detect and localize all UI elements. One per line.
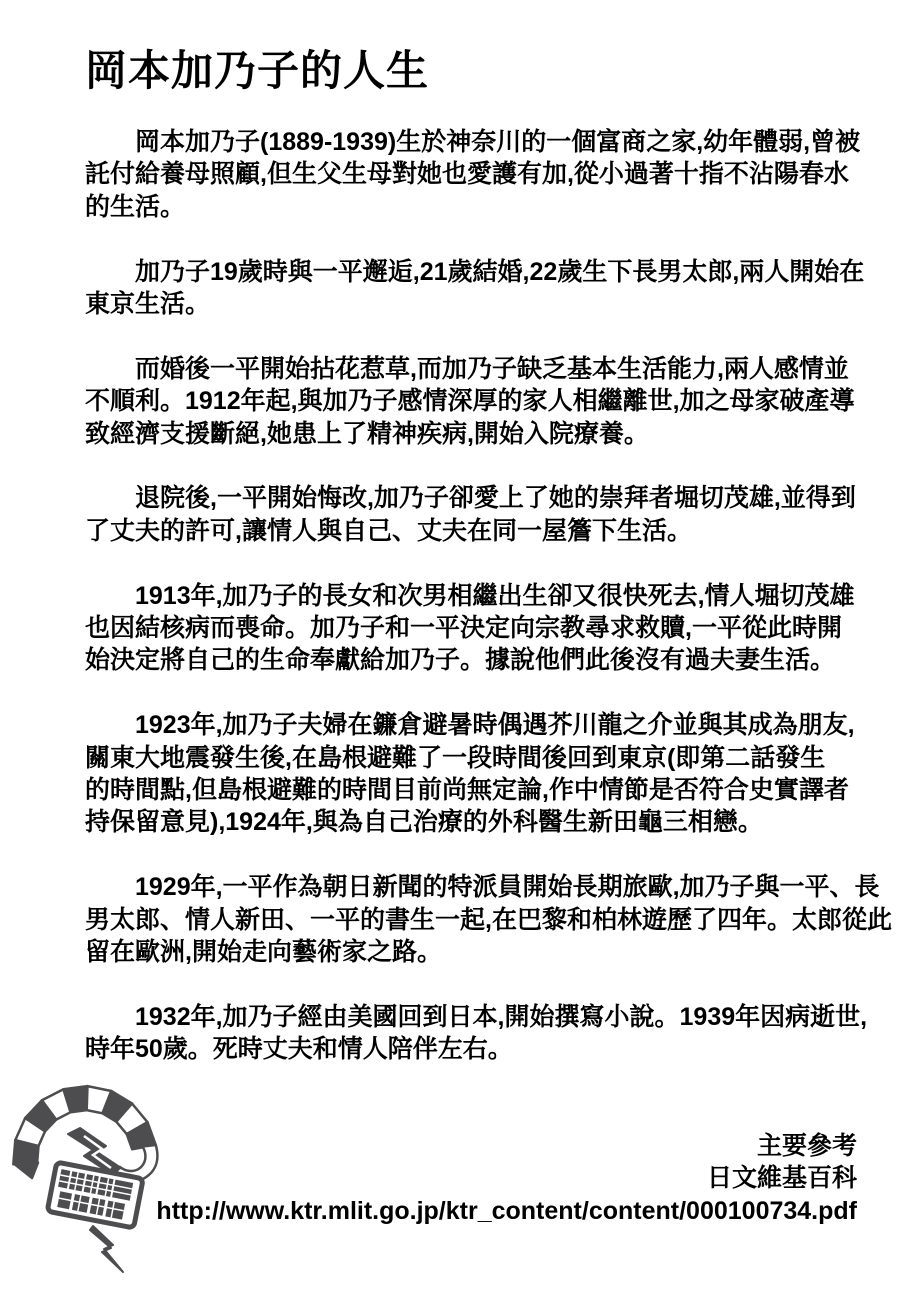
text-line: 加乃子19歲時與一平邂逅,21歲結婚,22歲生下長男太郎,兩人開始在 bbox=[135, 257, 865, 286]
text-line: 關東大地震發生後,在島根避難了一段時間後回到東京(即第二話發生 bbox=[85, 743, 826, 772]
text-line: 1932年,加乃子經由美國回到日本,開始撰寫小說。1939年因病逝世, bbox=[135, 1002, 868, 1031]
reference-source: 日文維基百科 bbox=[706, 1164, 857, 1193]
lightning-tail-icon bbox=[90, 1226, 123, 1272]
paragraph bbox=[85, 580, 855, 677]
text-line: 而婚後一平開始拈花惹草,而加乃子缺乏基本生活能力,兩人感情並 bbox=[135, 354, 849, 383]
text-line: 的生活。 bbox=[85, 192, 186, 221]
text-line: 留在歐洲,開始走向藝術家之路。 bbox=[85, 938, 442, 967]
text-line: 也因結核病而喪命。加乃子和一平決定向宗教尋求救贖,一平從此時開 bbox=[85, 614, 842, 643]
text-line: 託付給養母照顧,但生父生母對她也愛護有加,從小過著十指不沾陽春水 bbox=[85, 160, 849, 189]
paragraph bbox=[85, 709, 855, 839]
text-line: 東京生活。 bbox=[85, 290, 211, 319]
text-line: 岡本加乃子(1889-1939)生於神奈川的一個富商之家,幼年體弱,曾被 bbox=[135, 128, 861, 156]
text-line: 致經濟支援斷絕,她患上了精神疾病,開始入院療養。 bbox=[85, 419, 649, 448]
text-line: 1929年,一平作為朝日新聞的特派員開始長期旅歐,加乃子與一平、長 bbox=[135, 873, 880, 902]
text-line: 持保留意見),1924年,與為自己治療的外科醫生新田龜三相戀。 bbox=[85, 808, 763, 837]
text-line: 1913年,加乃子的長女和次男相繼出生卻又很快死去,情人堀切茂雄 bbox=[135, 581, 855, 610]
text-line: 1923年,加乃子夫婦在鐮倉避暑時偶遇芥川龍之介並與其成為朋友, bbox=[135, 711, 855, 740]
reference-url: http://www.ktr.mlit.go.jp/ktr_content/content/000100734.pdf bbox=[156, 1196, 857, 1225]
paragraph bbox=[85, 256, 865, 321]
paragraph bbox=[85, 871, 892, 968]
text-line: 退院後,一平開始悔改,加乃子卻愛上了她的崇拜者堀切茂雄,並得到 bbox=[135, 484, 856, 513]
text-line: 了丈夫的許可,讓情人與自己、丈夫在同一屋簷下生活。 bbox=[85, 516, 692, 545]
text-line: 不順利。1912年起,與加乃子感情深厚的家人相繼離世,加之母家破產導 bbox=[85, 387, 855, 416]
reference-label: 主要參考 bbox=[756, 1132, 857, 1160]
text-line: 時年50歲。死時丈夫和情人陪伴左右。 bbox=[85, 1035, 513, 1064]
text-line: 始決定將自己的生命奉獻給加乃子。據說他們此後沒有過夫妻生活。 bbox=[85, 646, 836, 675]
text-line: 的時間點,但島根避難的時間目前尚無定論,作中情節是否符合史實譯者 bbox=[85, 776, 849, 805]
paragraph bbox=[85, 482, 856, 547]
body-text bbox=[85, 126, 892, 1066]
reference-block bbox=[156, 1130, 857, 1227]
text-line: 男太郎、情人新田、一平的書生一起,在巴黎和柏林遊歷了四年。太郎從此 bbox=[85, 905, 892, 934]
paragraph bbox=[85, 1001, 868, 1066]
page-title: 岡本加乃子的人生 bbox=[85, 47, 430, 94]
paragraph bbox=[85, 126, 861, 223]
paragraph bbox=[85, 353, 855, 450]
